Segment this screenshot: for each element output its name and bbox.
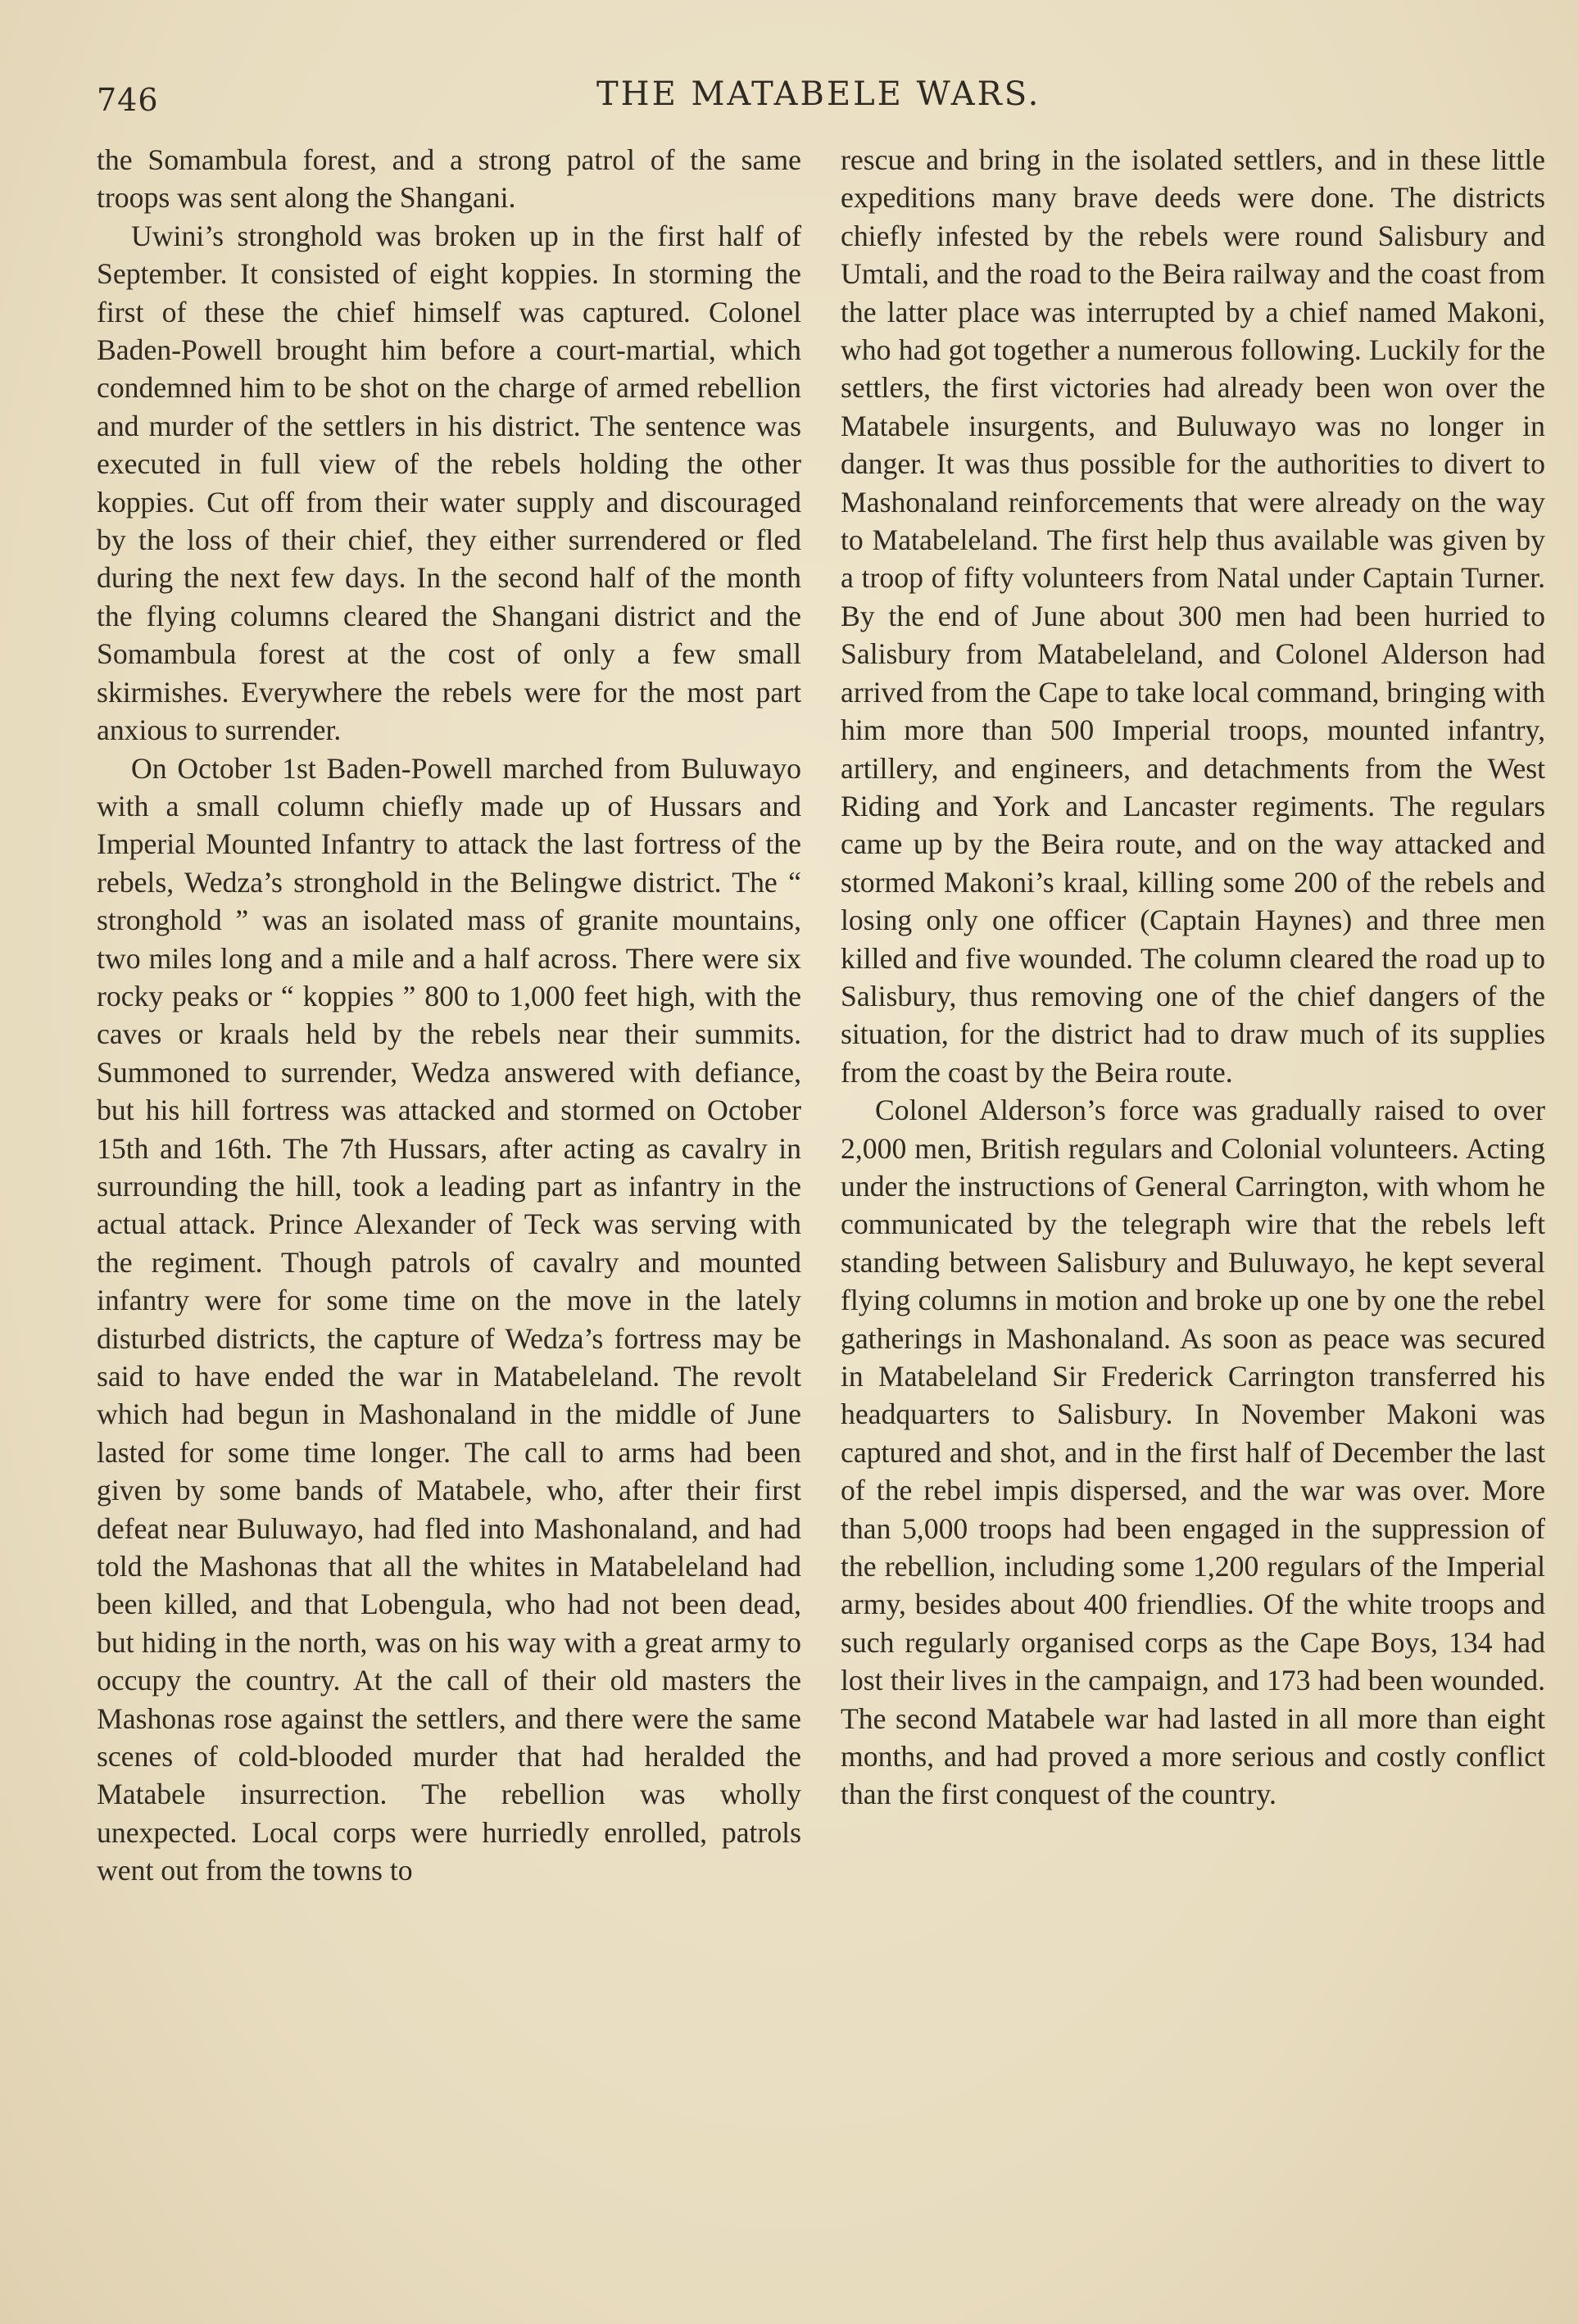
right-column: [841, 141, 1545, 2238]
left-column: [97, 141, 801, 2238]
paragraph: Uwini’s stronghold was broken up in the first half of September. It consisted of eight koppies. In storming the first of these the chief himself was captured. Colonel Baden-Powell brought him before a court-martial, which condemned him to be shot on the charge of armed rebellion and murder of the settlers in his district. The sentence was executed in full view of the rebels holding the other koppies. Cut off from their water supply and discouraged by the loss of their chief, they either surrendered or fled during the next few days. In the second half of the month the flying columns cleared the Shangani district and the Somambula forest at the cost of only a few small skirmishes. Everywhere the rebels were for the most part anxious to surrender.: [97, 219, 801, 747]
running-title: THE MATABELE WARS.: [596, 75, 1041, 113]
paragraph: Colonel Alderson’s force was gradually raised to over 2,000 men, British regulars and Colonial volunteers. Acting under the instructions of General Carrington, with whom he communicated by the telegraph wire that the rebels left standing between Salisbury and Buluwayo, he kept several flying columns in motion and broke up one by one the rebel gatherings in Mashonaland. As soon as peace was secured in Matabeleland Sir Frederick Carrington transferred his headquarters to Salisbury. In November Makoni was captured and shot, and in the first half of December the last of the rebel impis dispersed, and the war was over. More than 5,000 troops had been engaged in the suppression of the rebellion, including some 1,200 regulars of the Imperial army, besides about 400 friendlies. Of the white troops and such regularly organised corps as the Cape Boys, 134 had lost their lives in the campaign, and 173 had been wounded. The second Matabele war had lasted in all more than eight months, and had proved a more serious and costly conflict than the first conquest of the country.: [841, 1094, 1545, 1811]
page-header: [97, 72, 1547, 121]
paragraph: rescue and bring in the isolated settlers, and in these little expeditions many brave deeds were done. The districts chiefly infested by the rebels were round Salisbury and Umtali, and the road to the Beira railway and the coast from the latter place was interrupted by a chief named Makoni, who had got together a numerous following. Luckily for the settlers, the first victories had already been won over the Matabele insurgents, and Buluwayo was no longer in danger. It was thus possible for the authorities to divert to Mashonaland reinforcements that were already on the way to Matabeleland. The first help thus available was given by a troop of fifty volunteers from Natal under Captain Turner. By the end of June about 300 men had been hurried to Salisbury from Matabeleland, and Colonel Alderson had arrived from the Cape to take local command, bringing with him more than 500 Imperial troops, mounted infantry, artillery, and engineers, and detachments from the West Riding and York and Lancaster regiments. The regulars came up by the Beira route, and on the way attacked and stormed Makoni’s kraal, killing some 200 of the rebels and losing only one officer (Captain Haynes) and three men killed and five wounded. The column cleared the road up to Salisbury, thus removing one of the chief dangers of the situation, for the district had to draw much of its supplies from the coast by the Beira route.: [841, 143, 1545, 1089]
page-number: 746: [97, 82, 159, 118]
paragraph: On October 1st Baden-Powell marched from Buluwayo with a small column chiefly made up of Hussars and Imperial Mounted Infantry to attack the last fortress of the rebels, Wedza’s stronghold in the Belingwe district. The “ stronghold ” was an isolated mass of granite mountains, two miles long and a mile and a half across. There were six rocky peaks or “ koppies ” 800 to 1,000 feet high, with the caves or kraals held by the rebels near their summits. Summoned to surrender, Wedza answered with defiance, but his hill fortress was attacked and stormed on October 15th and 16th. The 7th Hussars, after acting as cavalry in surrounding the hill, took a leading part as infantry in the actual attack. Prince Alexander of Teck was serving with the regiment. Though patrols of cavalry and mounted infantry were for some time on the move in the lately disturbed districts, the capture of Wedza’s fortress may be said to have ended the war in Matabeleland. The revolt which had begun in Mashonaland in the middle of June lasted for some time longer. The call to arms had been given by some bands of Matabele, who, after their first defeat near Buluwayo, had fled into Mashonaland, and had told the Mashonas that all the whites in Matabeleland had been killed, and that Lobengula, who had not been dead, but hiding in the north, was on his way with a great army to occupy the country. At the call of their old masters the Mashonas rose against the settlers, and there were the same scenes of cold-blooded murder that had heralded the Matabele insurrection. The rebellion was wholly unexpected. Local corps were hurriedly enrolled, patrols went out from the towns to: [97, 751, 801, 1887]
paragraph: the Somambula forest, and a strong patrol of the same troops was sent along the Shangani.: [97, 143, 801, 215]
